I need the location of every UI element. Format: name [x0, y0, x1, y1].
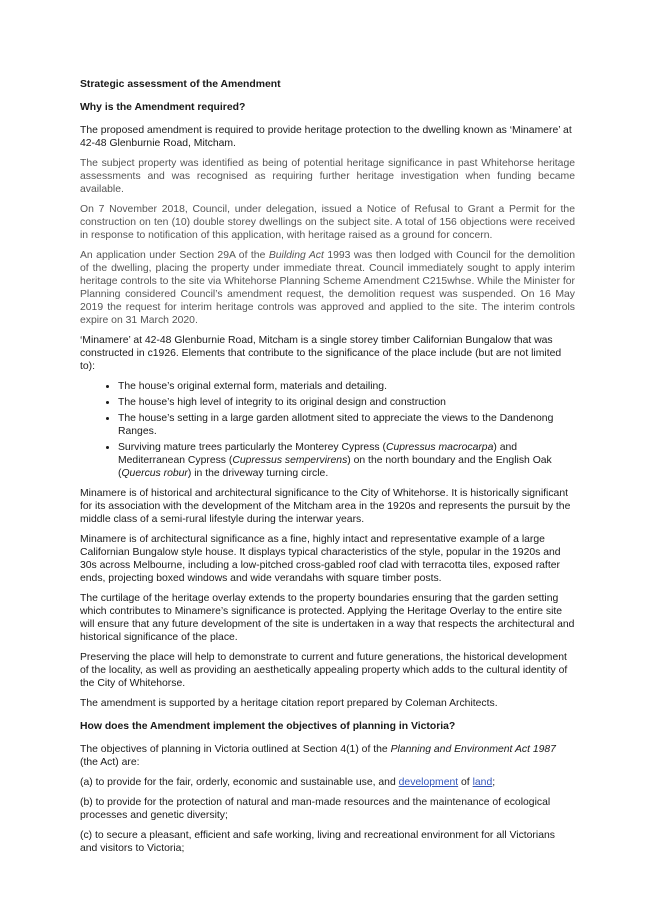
- obj-a-text-b: of: [458, 777, 473, 788]
- objective-c: (c) to secure a pleasant, efficient and safe working, living and recreational environment for all Victorians and visitors to Victoria;: [80, 830, 555, 854]
- development-link[interactable]: development: [398, 777, 459, 788]
- b4-text-d: ) in the driveway turning circle.: [187, 468, 329, 479]
- b4-text-c: ) on the north boundary and the English Oak (: [118, 455, 552, 479]
- objective-a: [80, 776, 575, 789]
- obj-a-text-a: (a) to provide for the fair, orderly, economic and sustainable use, and: [80, 777, 399, 788]
- p4-text-a: An application under Section 29A of the: [80, 250, 269, 261]
- b4-species-3: Quercus robur: [121, 468, 188, 479]
- paragraph-6: Minamere is of historical and architectural significance to the City of Whitehorse. It is historically significant for its association with the development of the Mitcham area in the 1920s and represents the pursuit by the middle class of a semi-rural lifestyle during the interwar years.: [80, 488, 571, 525]
- paragraph-7: Minamere is of architectural significance as a fine, highly intact and representative example of a large Californian Bungalow style house. It displays typical characteristics of the style, popular in the 1920s and 30s across Melbourne, including a low-pitched cross-gabled roof clad with terracotta tiles, exposed rafter ends, projecting boxed windows and wide verandahs with square timber posts.: [80, 534, 561, 584]
- objective-b: (b) to provide for the protection of natural and man-made resources and the maintenance of ecological processes and genetic diversity;: [80, 797, 551, 821]
- heading-why-required: Why is the Amendment required?: [80, 102, 246, 113]
- paragraph-3: On 7 November 2018, Council, under delegation, issued a Notice of Refusal to Grant a Permit for the construction on ten (10) double storey dwellings on the subject site. A total of 156 objections were received in response to notification of this application, with heritage raised as a ground for concern.: [80, 204, 575, 241]
- p11-act-name: Planning and Environment Act 1987: [390, 744, 556, 755]
- paragraph-8: The curtilage of the heritage overlay extends to the property boundaries ensuring that the garden setting which contributes to Minamere’s significance is protected. Applying the Heritage Overlay to the entire site will ensure that any future development of the site is undertaken in a way that respects the architectural and historical significance of the place.: [80, 593, 575, 643]
- obj-a-text-c: ;: [492, 777, 496, 788]
- b4-text-b: ) and Mediterranean Cypress (: [118, 442, 518, 466]
- list-item: • The house’s setting in a large garden allotment sited to appreciate the views to the Dandenong Ranges.: [118, 412, 575, 438]
- b4-species-2: Cupressus sempervirens: [232, 455, 348, 466]
- document-body: [80, 78, 575, 862]
- paragraph-11: [80, 743, 575, 769]
- land-link[interactable]: land: [472, 777, 493, 788]
- significance-list: [80, 380, 575, 480]
- list-item: [118, 441, 575, 480]
- p11-text-b: (the Act) are:: [80, 757, 140, 768]
- paragraph-9: Preserving the place will help to demonstrate to current and future generations, the historical development of the locality, as well as providing an aesthetically appealing property which adds to the cultural identity of the City of Whitehorse.: [80, 652, 568, 689]
- b4-species-1: Cupressus macrocarpa: [385, 442, 494, 453]
- list-item: • The house’s original external form, materials and detailing.: [118, 380, 575, 393]
- list-item: • The house’s high level of integrity to its original design and construction: [118, 396, 575, 409]
- p4-text-b: 1993 was then lodged with Council for the demolition of the dwelling, placing the property under immediate threat. Council immediately sought to apply interim heritage controls to the site via Whitehorse Planning Scheme Amendment C215whse. While the Minister for Planning considered Council’s amendment request, the demolition request was suspended. On 16 May 2019 the request for interim heritage controls was approved and applied to the site. The interim controls expire on 31 March 2020.: [80, 250, 576, 326]
- heading-how-implement: How does the Amendment implement the objectives of planning in Victoria?: [80, 721, 456, 732]
- p11-text-a: The objectives of planning in Victoria outlined at Section 4(1) of the: [80, 744, 391, 755]
- paragraph-10: The amendment is supported by a heritage citation report prepared by Coleman Architects.: [80, 698, 498, 709]
- section-title: Strategic assessment of the Amendment: [80, 79, 281, 90]
- paragraph-2: The subject property was identified as being of potential heritage significance in past Whitehorse heritage assessments and was recognised as requiring further heritage investigation when funding became available.: [80, 158, 575, 195]
- paragraph-1: The proposed amendment is required to provide heritage protection to the dwelling known as ‘Minamere’ at 42-48 Glenburnie Road, Mitcham.: [80, 125, 572, 149]
- paragraph-5: ‘Minamere’ at 42-48 Glenburnie Road, Mitcham is a single storey timber Californian Bungalow that was constructed in c1926. Elements that contribute to the significance of the place include (but are not limited to):: [80, 335, 562, 372]
- b4-text-a: Surviving mature trees particularly the Monterey Cypress (: [118, 442, 386, 453]
- paragraph-4: [80, 249, 575, 327]
- p4-act-name: Building Act: [268, 250, 324, 261]
